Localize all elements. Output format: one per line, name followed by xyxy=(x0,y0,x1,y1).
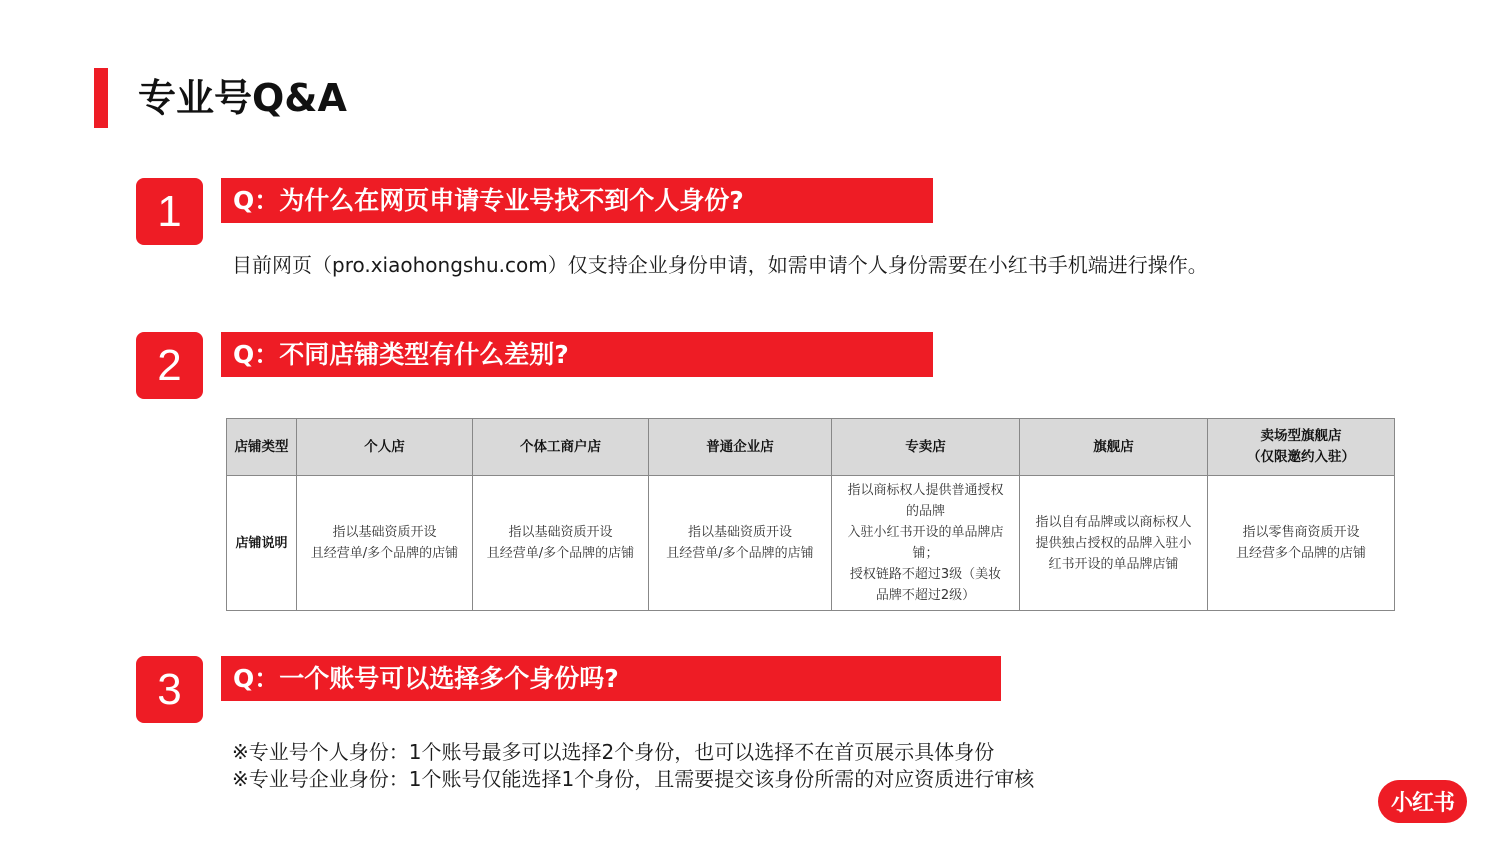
table-header-cell: 个体工商户店 xyxy=(473,419,649,476)
table-row-label: 店铺说明 xyxy=(227,476,297,611)
table-header-cell: 店铺类型 xyxy=(227,419,297,476)
title-accent-bar xyxy=(94,68,108,128)
store-type-table xyxy=(226,418,1395,611)
table-header-cell: 旗舰店 xyxy=(1020,419,1208,476)
table-cell: 指以商标权人提供普通授权 的品牌 入驻小红书开设的单品牌店 铺； 授权链路不超过3级（美妆 品牌不超过2级） xyxy=(832,476,1020,611)
question-number-3: 3 xyxy=(136,656,203,723)
page-title: 专业号Q&A xyxy=(138,76,347,120)
xiaohongshu-logo xyxy=(1378,780,1467,823)
table-header-row xyxy=(227,419,1395,476)
table-cell: 指以基础资质开设 且经营单/多个品牌的店铺 xyxy=(297,476,473,611)
table-cell: 指以自有品牌或以商标权人 提供独占授权的品牌入驻小 红书开设的单品牌店铺 xyxy=(1020,476,1208,611)
question-3: Q：一个账号可以选择多个身份吗? xyxy=(221,656,1001,701)
table-header-cell: 专卖店 xyxy=(832,419,1020,476)
answer-3-line-1: ※专业号个人身份：1个账号最多可以选择2个身份，也可以选择不在首页展示具体身份 xyxy=(232,740,995,764)
question-number-1: 1 xyxy=(136,178,203,245)
table-header-cell: 个人店 xyxy=(297,419,473,476)
table-cell: 指以基础资质开设 且经营单/多个品牌的店铺 xyxy=(649,476,832,611)
table-header-cell: 普通企业店 xyxy=(649,419,832,476)
table-row xyxy=(227,476,1395,611)
table-header-cell: 卖场型旗舰店 （仅限邀约入驻） xyxy=(1208,419,1395,476)
question-1: Q：为什么在网页申请专业号找不到个人身份? xyxy=(221,178,933,223)
logo-text: 小红书 xyxy=(1390,791,1454,816)
table-cell: 指以零售商资质开设 且经营多个品牌的店铺 xyxy=(1208,476,1395,611)
question-number-2: 2 xyxy=(136,332,203,399)
answer-3-line-2: ※专业号企业身份：1个账号仅能选择1个身份，且需要提交该身份所需的对应资质进行审核 xyxy=(232,767,1035,791)
question-2: Q：不同店铺类型有什么差别? xyxy=(221,332,933,377)
table-cell: 指以基础资质开设 且经营单/多个品牌的店铺 xyxy=(473,476,649,611)
answer-1: 目前网页（pro.xiaohongshu.com）仅支持企业身份申请，如需申请个人身份需要在小红书手机端进行操作。 xyxy=(232,253,1208,277)
